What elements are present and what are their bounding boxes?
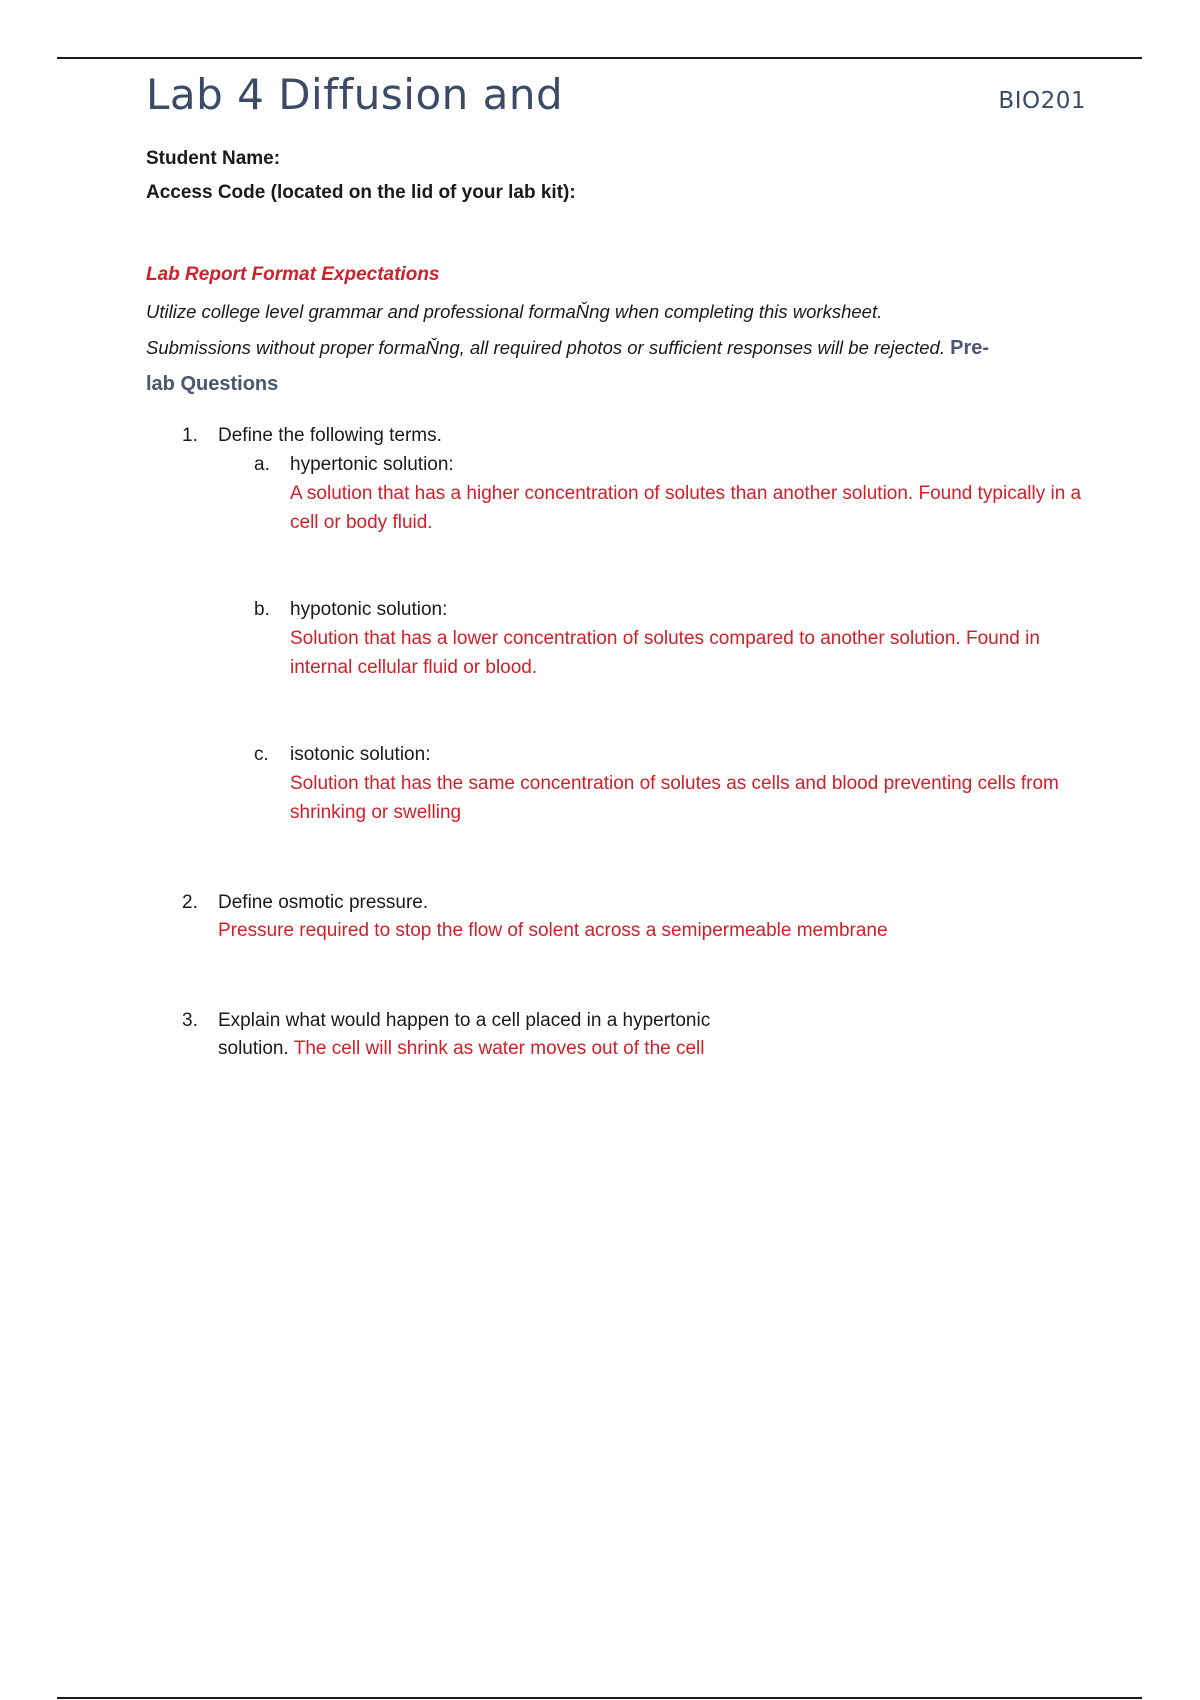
question-1: [146, 422, 1086, 889]
top-rule: [57, 57, 1142, 59]
bottom-rule: [57, 1697, 1142, 1699]
answer-text[interactable]: Pressure required to stop the flow of solent across a semipermeable membrane: [218, 920, 888, 941]
question-number: 3.: [182, 1010, 198, 1031]
question-3-text: [218, 1007, 778, 1063]
question-2: [146, 889, 1086, 1007]
sub-question-c: [218, 740, 1086, 889]
prelab-heading-part2: lab Questions: [146, 373, 279, 395]
access-code-field: [146, 178, 1086, 208]
sub-question-letter: b.: [254, 599, 270, 620]
sub-question-list: [218, 450, 1086, 889]
sub-question-a: [218, 450, 1086, 595]
student-name-field: [146, 144, 1086, 174]
question-text: Define the following terms.: [218, 425, 442, 446]
document-header: [146, 70, 1086, 130]
document-title: Lab 4 Diffusion and: [146, 70, 564, 119]
question-text: Define osmotic pressure.: [218, 892, 429, 913]
student-name-label: Student Name:: [146, 148, 281, 169]
answer-text[interactable]: The cell will shrink as water moves out of the cell: [293, 1038, 705, 1059]
question-3: [146, 1007, 1086, 1063]
question-text: Explain what would happen to a cell placed in a hypertonic solution.: [218, 1010, 711, 1059]
sub-question-b: [218, 595, 1086, 740]
course-code: BIO201: [998, 88, 1086, 114]
format-expectations-heading: Lab Report Format Expectations: [146, 264, 440, 285]
access-code-label: Access Code (located on the lid of your lab kit):: [146, 182, 576, 203]
sub-question-letter: a.: [254, 454, 270, 475]
answer-text[interactable]: Solution that has a lower concentration of solutes compared to another solution. Found in internal cellular fluid or blood.: [290, 628, 1040, 678]
answer-text[interactable]: Solution that has the same concentration of solutes as cells and blood preventing cells from shrinking or swelling: [290, 773, 1059, 823]
sub-question-term: hypotonic solution:: [290, 599, 448, 620]
sub-question-letter: c.: [254, 744, 269, 765]
question-number: 2.: [182, 892, 198, 913]
format-expectations-text: [146, 294, 1086, 402]
document-body: [146, 140, 1086, 1063]
answer-text[interactable]: A solution that has a higher concentration of solutes than another solution. Found typically in a cell or body fluid.: [290, 483, 1082, 533]
sub-question-term: hypertonic solution:: [290, 454, 454, 475]
format-line-2: Submissions without proper formaŇng, all required photos or sufficient responses will be rejected.: [146, 337, 945, 358]
question-number: 1.: [182, 425, 198, 446]
format-line-1: Utilize college level grammar and professional formaŇng when completing this worksheet.: [146, 301, 883, 322]
question-list: [146, 422, 1086, 1063]
sub-question-term: isotonic solution:: [290, 744, 431, 765]
prelab-heading-part1: Pre-: [950, 337, 990, 359]
